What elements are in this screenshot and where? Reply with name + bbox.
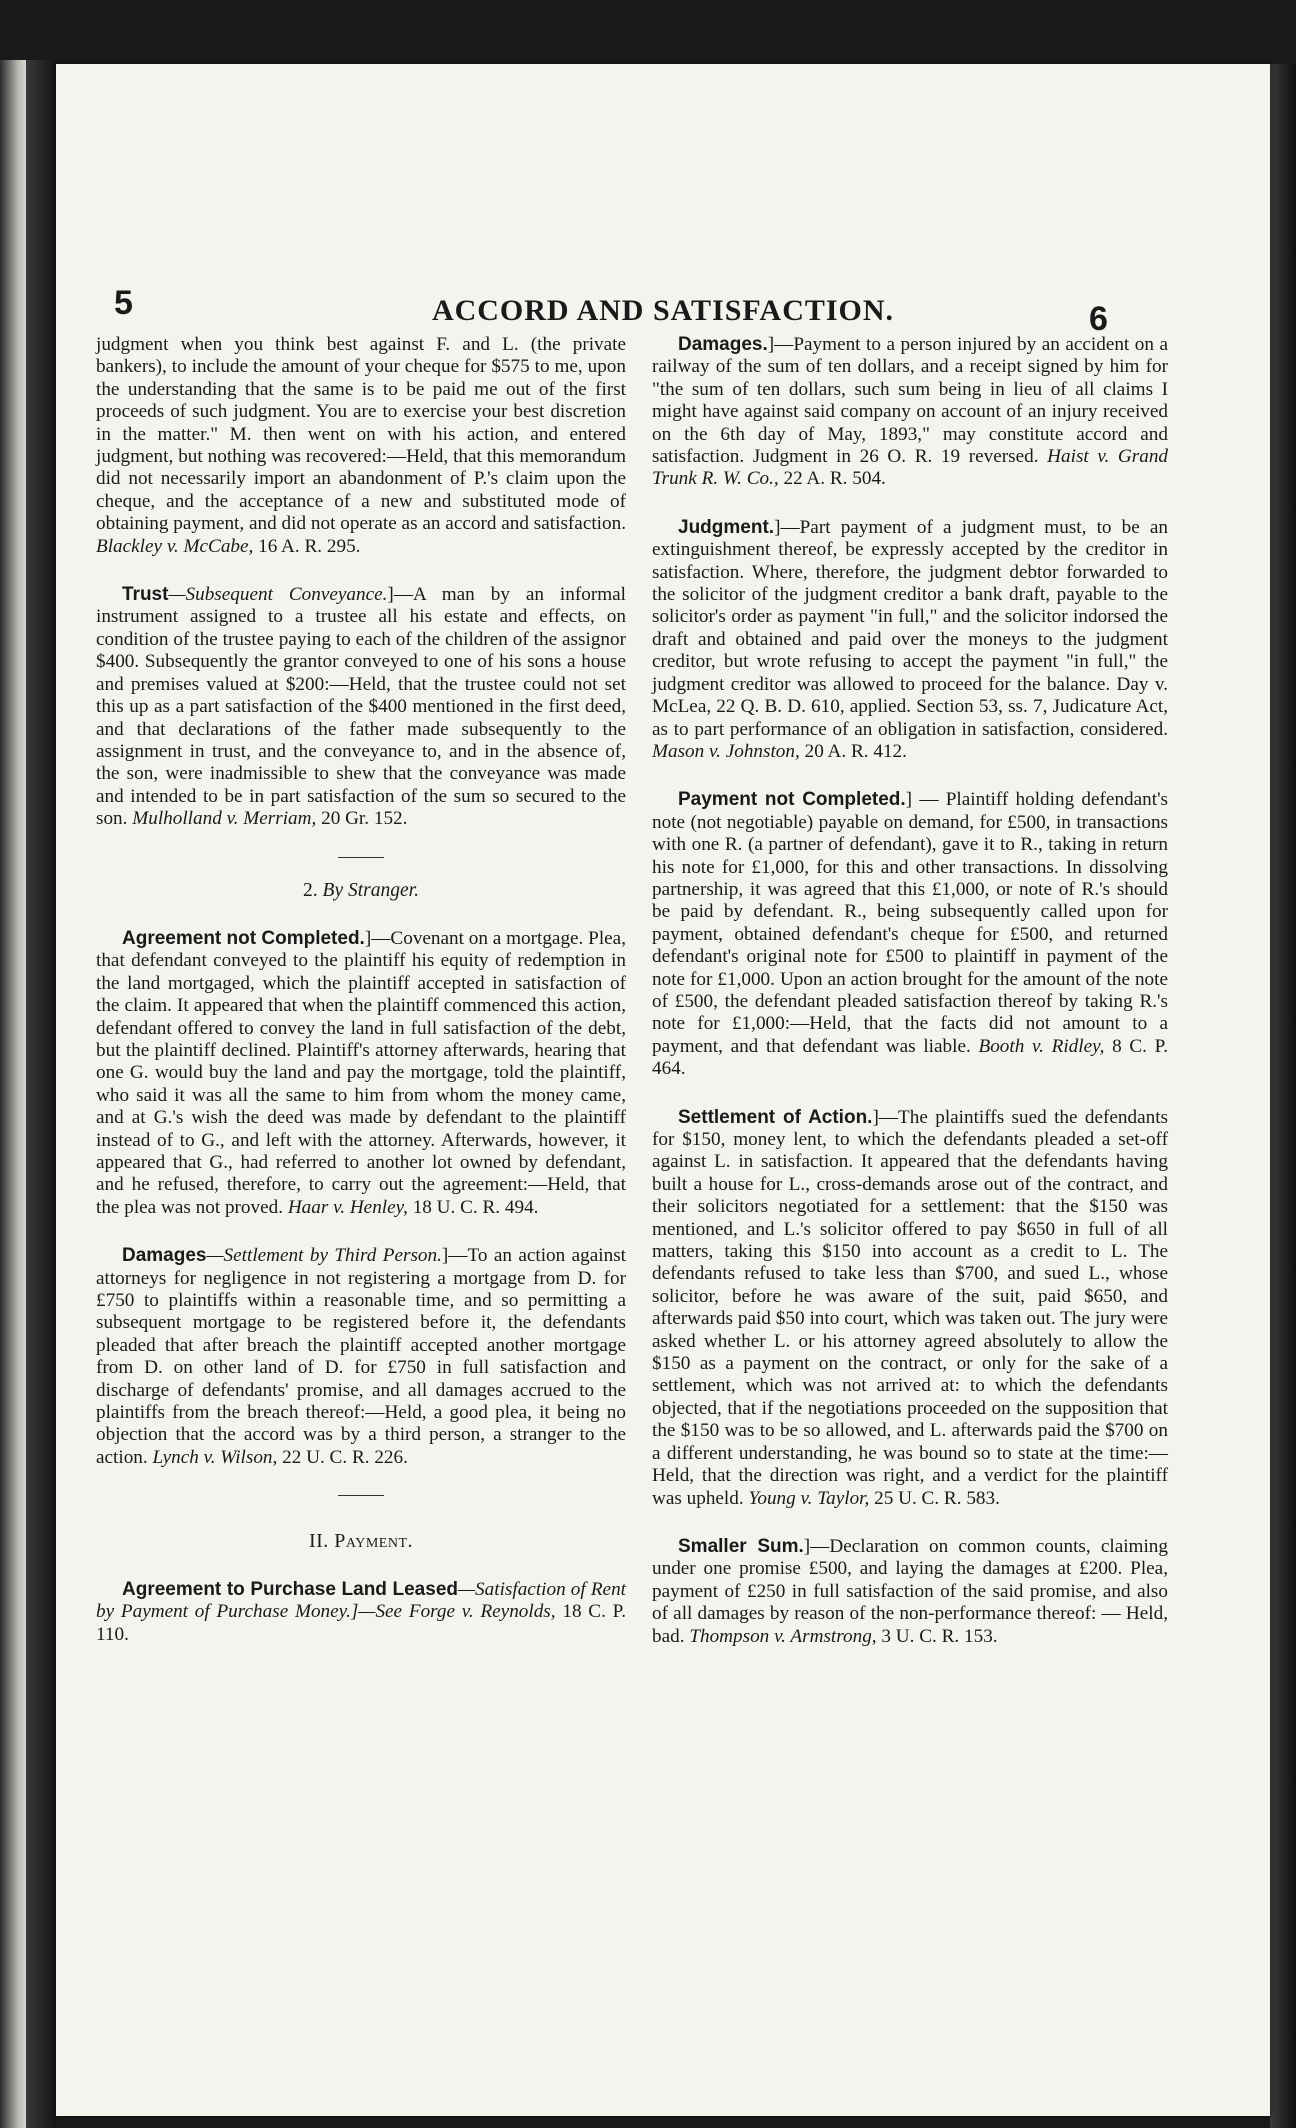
- running-title: ACCORD AND SATISFACTION.: [431, 294, 895, 327]
- right-page-shadow: [1270, 64, 1296, 2128]
- paragraph-smaller-sum: Smaller Sum.]—Declaration on common counts, claiming under one promise £500, and laying the damages at £200. Plea, payment of £250 in full satisfaction of the said promise, and also of all damages by reason of the non-performance thereof: — Held, bad. Thompson v. Armstrong, 3 U. C. R. 153.: [652, 1535, 1168, 1647]
- paragraph-payment-not-completed: Payment not Completed.] — Plaintiff holding defendant's note (not negotiable) payable on demand, for £500, in transactions with one R. (a partner of defendant), gave it to R., taking in return his note for £1,000, for this and other transactions. In dissolving partnership, it was agreed that this £1,000, or note of R.'s should be paid by defendant. R., being subsequently called upon for payment, obtained defendant's cheque for £500, and returned defendant's original note for £500 to plaintiff in payment of the note for £1,000. Upon an action brought for the amount of the note of £500, the defendant pleaded satisfaction thereof by taking R.'s note for £1,000:—Held, that the facts did not amount to a payment, and that defendant was liable. Booth v. Ridley, 8 C. P. 464.: [652, 789, 1169, 1080]
- heading-settlement-of-action: Settlement of Action.: [678, 1106, 873, 1128]
- heading-damages: Damages: [122, 1245, 207, 1267]
- section-divider-2: [338, 1495, 384, 1496]
- heading-agreement-purchase: Agreement to Purchase Land Leased: [122, 1578, 458, 1600]
- previous-page-edge: [0, 60, 26, 2128]
- left-column: [96, 334, 626, 1672]
- right-column: [652, 334, 1168, 1674]
- paragraph-agreement-not-completed: Agreement not Completed.]—Covenant on a mortgage. Plea, that defendant conveyed to the plaintiff his equity of redemption in the land mortgaged, which the plaintiff accepted in satisfaction of the claim. It appeared that when the plaintiff commenced this action, defendant offered to convey the land in full satisfaction of the debt, but the plaintiff declined. Plaintiff's attorney afterwards, hearing that one G. would buy the land and pay the mortgage, told the plaintiff, who said it was all the same to him from whom the money came, and at G.'s wish the deed was made by defendant to the plaintiff instead of to G., and left with the attorney. Afterwards, however, it appeared that G., had referred to another lot owned by defendant, and he refused, therefore, to carry out the agreement:—Held, that the plea was not proved. Haar v. Henley, 18 U. C. R. 494.: [96, 927, 626, 1218]
- paragraph-trust: Trust—Subsequent Conveyance.]—A man by an informal instrument assigned to a trustee all his estate and effects, on condition of the trustee paying to each of the children of the assignor $400. Subsequently the grantor conveyed to one of his sons a house and premises valued at $200:—Held, that the trustee could not set this up as a part satisfaction of the $400 mentioned in the first deed, and that declarations of the father made subsequently to the assignment in trust, and the conveyance to, and in the absence of, the son, were inadmissible to shew that the conveyance was made and intended to be in part satisfaction of the sum so secured to the son. Mulholland v. Merriam, 20 Gr. 152.: [96, 584, 626, 830]
- paragraph-blackley: judgment when you think best against F. and L. (the private bankers), to include the amount of your cheque for $575 to me, upon the understanding that the same is to be paid me out of the first proceeds of such judgment. You are to exercise your best discretion in the matter." M. then went on with his action, and entered judgment, but nothing was recovered:—Held, that this memorandum did not necessarily import an abandonment of P.'s claim upon the cheque, and the acceptance of a new and substituted mode of obtaining payment, and did not operate as an accord and satisfaction. Blackley v. McCabe, 16 A. R. 295.: [96, 334, 626, 557]
- paragraph-damages-third-person: Damages—Settlement by Third Person.]—To an action against attorneys for negligence in not registering a mortgage from D. for £750 to plaintiffs within a reasonable time, and so permitting a subsequent mortgage to be registered before it, the defendants pleaded that after breach the plaintiff accepted another mortgage from D. on other land of D. for £750 in full satisfaction and discharge of defendants' promise, and all damages accrued to the plaintiffs from the breach thereof:—Held, a good plea, it being no objection that the accord was by a third person, a stranger to the action. Lynch v. Wilson, 22 U. C. R. 226.: [96, 1245, 626, 1468]
- heading-trust: Trust: [122, 584, 169, 606]
- paragraph-judgment: Judgment.]—Part payment of a judgment must, to be an extinguishment thereof, be expressly accepted by the creditor in satisfaction. Where, therefore, the judgment debtor forwarded to the solicitor of the judgment creditor a bank draft, payable to the solicitor's order as payment "in full," and the solicitor indorsed the draft and obtained and paid over the moneys to the judgment creditor, but wrote refusing to accept the payment "in full," the judgment creditor was allowed to proceed for the balance. Day v. McLea, 22 Q. B. D. 610, applied. Section 53, ss. 7, Judicature Act, as to part performance of an obligation in satisfaction, considered. Mason v. Johnston, 20 A. R. 412.: [652, 516, 1168, 762]
- page-number-right: 6: [1089, 300, 1108, 338]
- subheading-by-stranger: 2. By Stranger.: [303, 879, 419, 901]
- book-page: [56, 64, 1270, 2116]
- heading-damages-right: Damages.: [678, 334, 768, 355]
- heading-payment-not-completed: Payment not Completed.: [678, 789, 906, 811]
- heading-smaller-sum: Smaller Sum.: [678, 1535, 804, 1557]
- heading-agreement-not-completed: Agreement not Completed.: [122, 927, 365, 949]
- section-heading-payment: II. Payment.: [308, 1530, 414, 1553]
- section-divider: [338, 857, 384, 858]
- page-header: [56, 214, 1270, 338]
- paragraph-damages-railway: Damages.]—Payment to a person injured by an accident on a railway of the sum of ten dollars, and a receipt signed by him for "the sum of ten dollars, such sum being in lieu of all claims I might have against said company on account of an injury received on the 6th day of May, 1893," may constitute accord and satisfaction. Judgment in 26 O. R. 19 reversed. Haist v. Grand Trunk R. W. Co., 22 A. R. 504.: [652, 334, 1169, 490]
- page-number-left: 5: [114, 284, 133, 322]
- heading-judgment: Judgment.: [678, 516, 775, 538]
- binding-gutter: [26, 60, 56, 2128]
- paragraph-purchase-land: Agreement to Purchase Land Leased—Satisfaction of Rent by Payment of Purchase Money.]—See Forge v. Reynolds, 18 C. P. 110.: [96, 1578, 626, 1645]
- paragraph-settlement-of-action: Settlement of Action.]—The plaintiffs sued the defendants for $150, money lent, to which the defendants pleaded a set-off against L. in satisfaction. It appeared that the defendants having built a house for L., cross-demands arose out of the contract, and their solicitors negotiated for a settlement: that the $150 was mentioned, and L.'s solicitor offered to pay $650 in full of all matters, taking this $150 into account as a credit to L. The defendants refused to take less than $700, and sued L., whose solicitor, before he was aware of the suit, paid $650, and afterwards paid $50 into court, which was taken out. The jury were asked whether L. or his attorney agreed absolutely to allow the $150 as a payment on the contract, or only for the sake of a settlement, which was not arrived at: to which the defendants objected, that if the negotiations proceeded on the supposition that the $150 was to be so allowed, and L. afterwards paid the $700 on a different understanding, he was bound so to state at the time:—Held, that the direction was right, and a verdict for the plaintiff was upheld. Young v. Taylor, 25 U. C. R. 583.: [652, 1106, 1168, 1509]
